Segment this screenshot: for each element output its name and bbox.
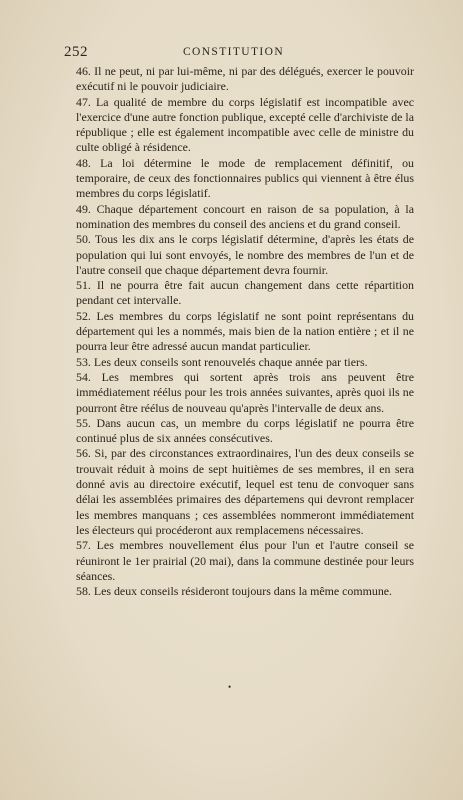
article-56: 56. Si, par des circonstances extraordinaires, l'un des deux conseils se trouvait réduit à moins de sept huitièmes de ses membres, il en sera donné avis au directoire exécutif, lequel est tenu de convoquer sans délai les assemblées primaires des départemens qui devront remplacer les membres manquans ; ces assemblées nommeront immédiatement les électeurs qui procéderont aux remplacemens nécessaires. [76, 446, 414, 537]
article-51: 51. Il ne pourra être fait aucun changement dans cette répartition pendant cet intervalle. [76, 278, 414, 308]
article-50: 50. Tous les dix ans le corps législatif détermine, d'après les états de population qui lui sont envoyés, le nombre des membres de l'un et de l'autre conseil que chaque département devra fournir. [76, 232, 414, 277]
articles-text [76, 64, 414, 599]
article-54: 54. Les membres qui sortent après trois ans peuvent être immédiatement réélus pour les trois années suivantes, après quoi ils ne pourront être réélus de nouveau qu'après l'intervalle de deux ans. [76, 369, 414, 415]
article-53: 53. Les deux conseils sont renouvelés chaque année par tiers. [76, 354, 368, 369]
article-58: 58. Les deux conseils résideront toujours dans la même commune. [76, 584, 393, 599]
article-47: 47. La qualité de membre du corps législatif est incompatible avec l'exercice d'une autre fonction publique, excepté celle d'archiviste de la république ; elle est également incompatible avec celle de ministre du culte obligé à résidence. [76, 94, 414, 155]
article-46: 46. Il ne peut, ni par lui-même, ni par des délégués, exercer le pouvoir exécutif ni le pouvoir judiciaire. [76, 64, 414, 94]
article-52: 52. Les membres du corps législatif ne sont point représentans du département qui les a nommés, mais bien de la nation entière ; et il ne pourra leur être adressé aucun mandat particulier. [76, 308, 414, 354]
article-49: 49. Chaque département concourt en raison de sa population, à la nomination des membres du conseil des anciens et du grand conseil. [76, 201, 414, 231]
footer-mark: • [228, 682, 232, 692]
running-head: CONSTITUTION [182, 46, 285, 58]
page-number: 252 [64, 44, 88, 60]
article-55: 55. Dans aucun cas, un membre du corps législatif ne pourra être continué plus de six années consécutives. [76, 415, 414, 446]
article-48: 48. La loi détermine le mode de remplacement définitif, ou temporaire, de ceux des fonctionnaires publics qui viennent à être élus membres du corps législatif. [76, 155, 414, 201]
page-header [64, 44, 403, 64]
article-57: 57. Les membres nouvellement élus pour l'un et l'autre conseil se réuniront le 1er prairial (20 mai), dans la commune destinée pour leurs séances. [76, 538, 414, 583]
